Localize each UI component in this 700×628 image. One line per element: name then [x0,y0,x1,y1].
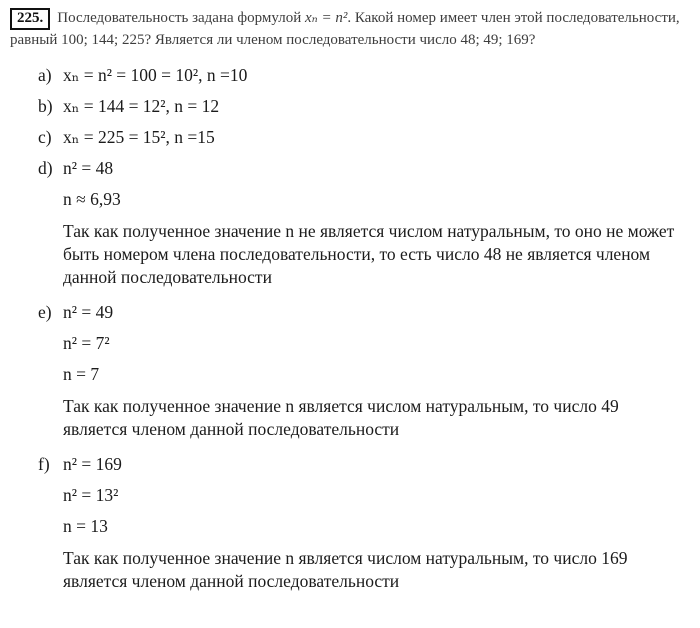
statement-formula: xₙ = n² [304,10,348,26]
conclusion-note-e: Так как полученное значение n является числом натуральным, то число 49 является членом данной последовательности [63,395,619,439]
math-line [38,454,686,474]
math-text: n² = 13² [63,484,119,505]
math-line [38,65,686,85]
math-line [38,127,686,147]
math-line [38,302,686,322]
problem-header [10,8,686,51]
math-text: n ≈ 6,93 [63,188,121,209]
conclusion-note-f: Так как полученное значение n является числом натуральным, то число 169 является членом данной последовательности [63,547,628,591]
item-label-c: c) [38,126,52,147]
math-line [38,96,686,116]
item-label-b: b) [38,95,53,116]
problem-number: 225. [10,8,50,30]
math-line [38,189,686,209]
math-text: n = 13 [63,515,108,536]
conclusion-note-d: Так как полученное значение n не является числом натуральным, то оно не может быть номером члена последовательности, то есть число 48 не является членом данной последовательности [63,220,675,287]
item-label-a: a) [38,64,52,85]
solution-item-b [38,96,686,116]
math-text: n = 7 [63,363,100,384]
solution-item-f [38,454,686,593]
item-label-f: f) [38,453,50,474]
math-line [38,485,686,505]
math-text: xₙ = 225 = 15², n =15 [63,126,215,147]
math-line [38,333,686,353]
math-text: n² = 49 [63,301,114,322]
solution-item-e [38,302,686,441]
math-text: n² = 7² [63,332,110,353]
item-label-e: e) [38,301,52,322]
math-line [38,364,686,384]
item-label-d: d) [38,157,53,178]
solution [10,65,686,593]
math-text: xₙ = n² = 100 = 10², n =10 [63,64,248,85]
math-text: xₙ = 144 = 12², n = 12 [63,95,220,116]
solution-item-d [38,158,686,289]
math-text: n² = 48 [63,157,114,178]
math-line [38,158,686,178]
math-text: n² = 169 [63,453,122,474]
solution-item-c [38,127,686,147]
math-line [38,516,686,536]
statement-suffix: . Какой номер имеет член этой последовательности, равный 100; 144; 225? Является ли членом последовательности число 48; 49; 169? [10,10,680,49]
statement-prefix: Последовательность задана формулой [57,10,305,26]
solution-item-a [38,65,686,85]
